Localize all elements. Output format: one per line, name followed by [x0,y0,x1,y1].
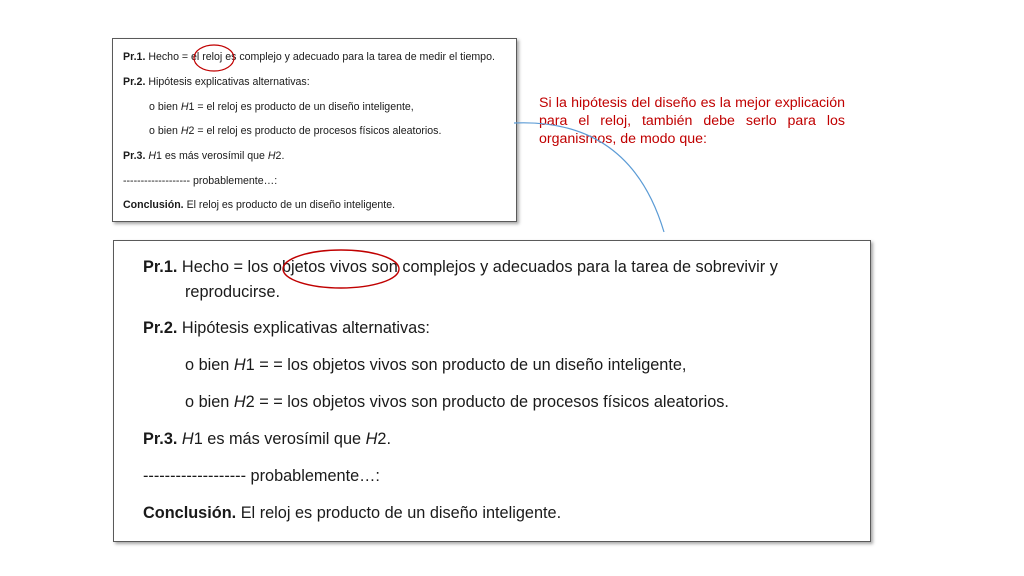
circled-term: reloj [202,51,223,63]
premise-1-continued: reproducirse. [185,283,281,301]
premise-2: Pr.2. Hipótesis explicativas alternativas: [123,76,310,88]
premise-3: Pr.3. H1 es más verosímil que H2. [143,430,391,448]
annotation-note: Si la hipótesis del diseño es la mejor explicación para el reloj, también debe serlo para los organismos, de modo que: [539,95,845,147]
hypothesis-1: o bien H1 = el reloj es producto de un diseño inteligente, [149,101,414,113]
hypothesis-1: o bien H1 = = los objetos vivos son producto de un diseño inteligente, [185,356,687,374]
circled-term: objetos vivos [272,258,368,276]
hypothesis-2: o bien H2 = = los objetos vivos son producto de procesos físicos aleatorios. [185,393,729,411]
premise-1: Pr.1. Hecho = el reloj es complejo y adecuado para la tarea de medir el tiempo. [123,51,495,63]
inference-separator: ------------------- probablemente…: [123,175,278,187]
original-argument-box [112,38,517,222]
premise-2: Pr.2. Hipótesis explicativas alternativas: [143,319,430,337]
premise-1: Pr.1. Hecho = los objetos vivos son complejos y adecuados para la tarea de sobrevivir y [143,258,778,276]
conclusion: Conclusión. El reloj es producto de un diseño inteligente. [143,504,562,522]
conclusion: Conclusión. El reloj es producto de un diseño inteligente. [123,199,396,211]
hypothesis-2: o bien H2 = el reloj es producto de procesos físicos aleatorios. [149,125,442,137]
premise-3: Pr.3. H1 es más verosímil que H2. [123,150,285,162]
inference-separator: ------------------- probablemente…: [143,467,380,485]
analogy-argument-box [113,240,871,542]
